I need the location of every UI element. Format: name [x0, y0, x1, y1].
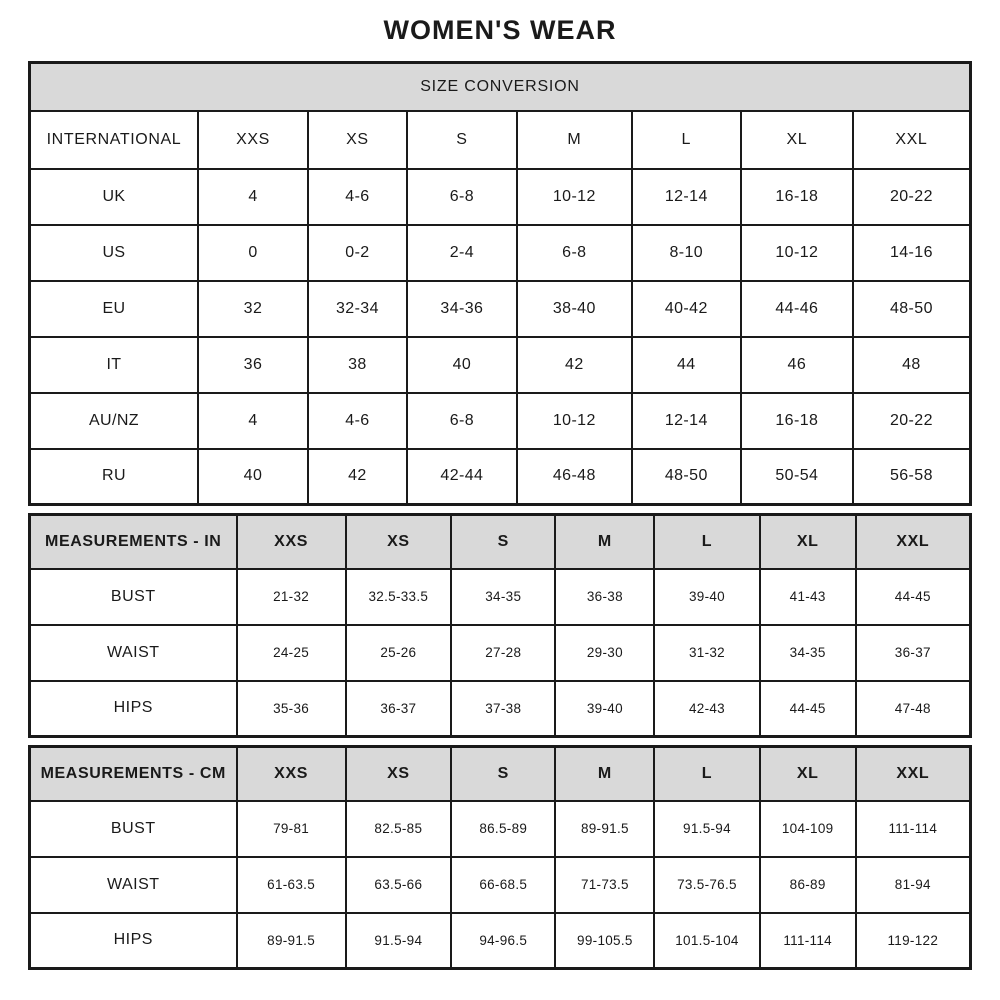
value-cell: 25-26: [346, 625, 451, 681]
value-cell: 16-18: [741, 169, 853, 225]
value-cell: 10-12: [741, 225, 853, 281]
size-column-header: XXL: [853, 111, 971, 169]
value-cell: 111-114: [856, 801, 971, 857]
table-row: [30, 281, 971, 337]
value-cell: 42-43: [654, 681, 759, 737]
value-cell: 21-32: [237, 569, 346, 625]
value-cell: 36-38: [555, 569, 654, 625]
size-column-header: XL: [760, 747, 856, 801]
value-cell: 4: [198, 169, 308, 225]
value-cell: 42-44: [407, 449, 517, 505]
value-cell: 79-81: [237, 801, 346, 857]
value-cell: 71-73.5: [555, 857, 654, 913]
size-column-header: S: [451, 515, 555, 569]
value-cell: 38: [308, 337, 407, 393]
value-cell: 6-8: [407, 393, 517, 449]
row-label: UK: [30, 169, 198, 225]
value-cell: 29-30: [555, 625, 654, 681]
value-cell: 73.5-76.5: [654, 857, 759, 913]
size-column-header: S: [451, 747, 555, 801]
size-column-header: XXL: [856, 515, 971, 569]
size-column-header: XL: [741, 111, 853, 169]
row-label: WAIST: [30, 625, 237, 681]
value-cell: 63.5-66: [346, 857, 451, 913]
table-row: [30, 337, 971, 393]
size-column-header: XS: [308, 111, 407, 169]
value-cell: 27-28: [451, 625, 555, 681]
value-cell: 10-12: [517, 393, 632, 449]
size-column-header: XS: [346, 747, 451, 801]
size-column-header: XXS: [237, 515, 346, 569]
table-row: [30, 913, 971, 969]
value-cell: 44: [632, 337, 741, 393]
value-cell: 81-94: [856, 857, 971, 913]
value-cell: 20-22: [853, 169, 971, 225]
value-cell: 66-68.5: [451, 857, 555, 913]
size-column-header: L: [654, 515, 759, 569]
value-cell: 4-6: [308, 169, 407, 225]
value-cell: 10-12: [517, 169, 632, 225]
value-cell: 48-50: [853, 281, 971, 337]
size-column-header: XXS: [198, 111, 308, 169]
value-cell: 32-34: [308, 281, 407, 337]
value-cell: 40: [407, 337, 517, 393]
row-label: BUST: [30, 569, 237, 625]
table-row: [30, 393, 971, 449]
size-column-header: S: [407, 111, 517, 169]
table-row: [30, 169, 971, 225]
value-cell: 42: [308, 449, 407, 505]
value-cell: 6-8: [407, 169, 517, 225]
value-cell: 101.5-104: [654, 913, 759, 969]
value-cell: 20-22: [853, 393, 971, 449]
row-label: US: [30, 225, 198, 281]
value-cell: 48: [853, 337, 971, 393]
value-cell: 94-96.5: [451, 913, 555, 969]
value-cell: 31-32: [654, 625, 759, 681]
value-cell: 24-25: [237, 625, 346, 681]
table-row: [30, 625, 971, 681]
value-cell: 89-91.5: [237, 913, 346, 969]
value-cell: 61-63.5: [237, 857, 346, 913]
row-label: BUST: [30, 801, 237, 857]
table-row: [30, 857, 971, 913]
value-cell: 16-18: [741, 393, 853, 449]
value-cell: 39-40: [654, 569, 759, 625]
value-cell: 82.5-85: [346, 801, 451, 857]
value-cell: 48-50: [632, 449, 741, 505]
value-cell: 38-40: [517, 281, 632, 337]
value-cell: 42: [517, 337, 632, 393]
value-cell: 35-36: [237, 681, 346, 737]
page-title: WOMEN'S WEAR: [383, 15, 617, 45]
size-column-header: L: [654, 747, 759, 801]
value-cell: 56-58: [853, 449, 971, 505]
size-column-header: M: [555, 515, 654, 569]
table-title: SIZE CONVERSION: [30, 63, 971, 111]
corner-header: MEASUREMENTS - IN: [30, 515, 237, 569]
row-label: RU: [30, 449, 198, 505]
value-cell: 119-122: [856, 913, 971, 969]
value-cell: 0-2: [308, 225, 407, 281]
size-column-header: XXS: [237, 747, 346, 801]
corner-header: MEASUREMENTS - CM: [30, 747, 237, 801]
value-cell: 46-48: [517, 449, 632, 505]
measurements-cm-table: [28, 745, 972, 970]
value-cell: 14-16: [853, 225, 971, 281]
table-row: [30, 681, 971, 737]
value-cell: 86.5-89: [451, 801, 555, 857]
header-row: [30, 747, 971, 801]
value-cell: 40-42: [632, 281, 741, 337]
value-cell: 47-48: [856, 681, 971, 737]
value-cell: 39-40: [555, 681, 654, 737]
table-row: [30, 225, 971, 281]
row-label: HIPS: [30, 913, 237, 969]
table-row: [30, 449, 971, 505]
row-label: EU: [30, 281, 198, 337]
size-column-header: XL: [760, 515, 856, 569]
value-cell: 41-43: [760, 569, 856, 625]
size-column-header: L: [632, 111, 741, 169]
row-label: AU/NZ: [30, 393, 198, 449]
value-cell: 34-36: [407, 281, 517, 337]
value-cell: 40: [198, 449, 308, 505]
size-conversion-table: [28, 61, 972, 506]
value-cell: 111-114: [760, 913, 856, 969]
table-title-row: [30, 63, 971, 111]
value-cell: 86-89: [760, 857, 856, 913]
value-cell: 89-91.5: [555, 801, 654, 857]
value-cell: 2-4: [407, 225, 517, 281]
value-cell: 99-105.5: [555, 913, 654, 969]
size-column-header: XS: [346, 515, 451, 569]
value-cell: 0: [198, 225, 308, 281]
value-cell: 4-6: [308, 393, 407, 449]
value-cell: 44-45: [760, 681, 856, 737]
value-cell: 36-37: [346, 681, 451, 737]
value-cell: 44-45: [856, 569, 971, 625]
value-cell: 34-35: [451, 569, 555, 625]
table-row: [30, 569, 971, 625]
value-cell: 6-8: [517, 225, 632, 281]
value-cell: 4: [198, 393, 308, 449]
value-cell: 37-38: [451, 681, 555, 737]
value-cell: 36: [198, 337, 308, 393]
row-label: WAIST: [30, 857, 237, 913]
size-column-header: M: [555, 747, 654, 801]
row-label: HIPS: [30, 681, 237, 737]
size-column-header: M: [517, 111, 632, 169]
measurements-in-table: [28, 513, 972, 738]
header-row: [30, 111, 971, 169]
value-cell: 8-10: [632, 225, 741, 281]
corner-header: INTERNATIONAL: [30, 111, 198, 169]
value-cell: 46: [741, 337, 853, 393]
value-cell: 91.5-94: [654, 801, 759, 857]
value-cell: 12-14: [632, 393, 741, 449]
header-row: [30, 515, 971, 569]
value-cell: 36-37: [856, 625, 971, 681]
size-column-header: XXL: [856, 747, 971, 801]
row-label: IT: [30, 337, 198, 393]
value-cell: 104-109: [760, 801, 856, 857]
table-row: [30, 801, 971, 857]
value-cell: 34-35: [760, 625, 856, 681]
value-cell: 44-46: [741, 281, 853, 337]
value-cell: 32: [198, 281, 308, 337]
value-cell: 91.5-94: [346, 913, 451, 969]
value-cell: 12-14: [632, 169, 741, 225]
value-cell: 50-54: [741, 449, 853, 505]
value-cell: 32.5-33.5: [346, 569, 451, 625]
